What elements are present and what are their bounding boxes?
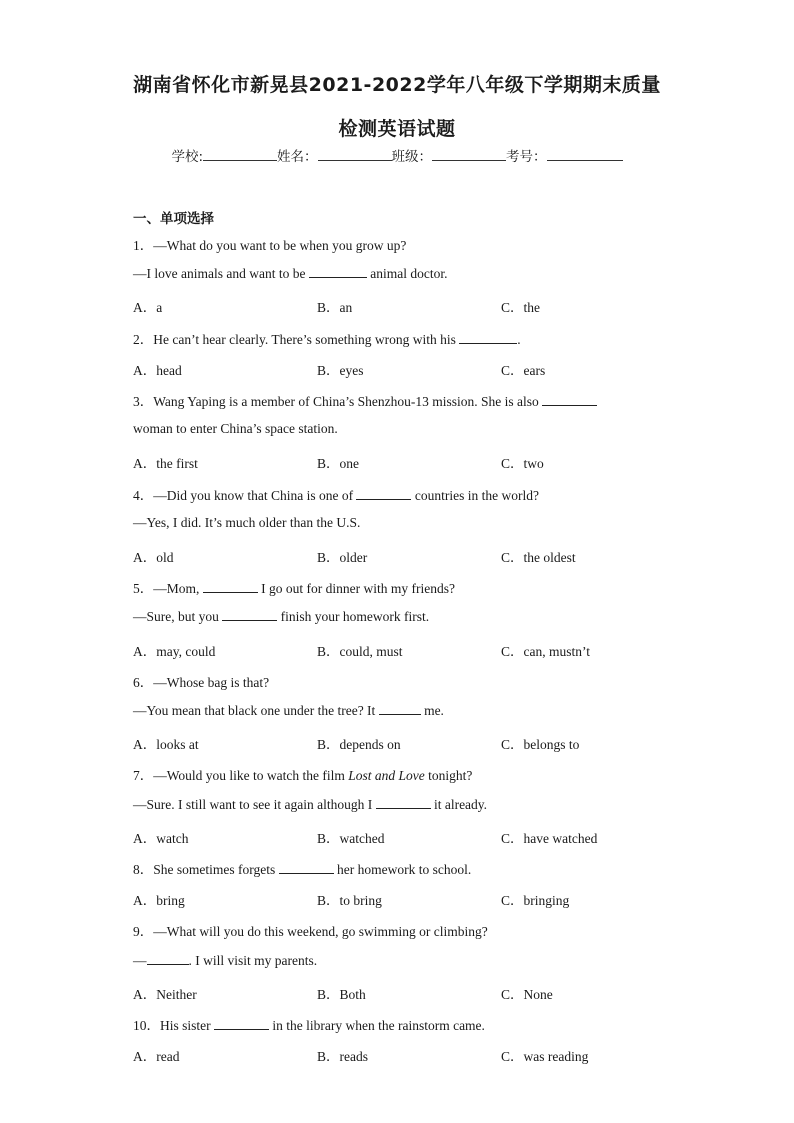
option-b[interactable]: B．watched <box>317 831 385 846</box>
option-a[interactable]: A．old <box>133 550 174 565</box>
question-text: finish your homework first. <box>277 609 430 624</box>
question-5-line-2 <box>133 608 429 625</box>
question-text: it already. <box>430 797 488 812</box>
question-text: woman to enter China’s space station. <box>133 421 338 436</box>
student-info-row <box>0 145 794 165</box>
question-text: —I love animals and want to be <box>133 266 309 281</box>
option-c[interactable]: C．can, mustn’t <box>501 644 590 659</box>
number-blank[interactable] <box>547 146 623 161</box>
question-3-line-1 <box>133 390 597 410</box>
option-a[interactable]: A．the first <box>133 456 198 471</box>
question-6-line-1 <box>133 671 269 691</box>
question-9-line-2 <box>133 952 317 969</box>
question-text: — <box>133 953 147 968</box>
question-text: —Sure, but you <box>133 609 223 624</box>
option-a[interactable]: A．bring <box>133 893 185 908</box>
question-text: countries in the world? <box>411 488 539 503</box>
question-10-line-1 <box>133 1014 485 1034</box>
question-number: 1． <box>133 238 154 253</box>
answer-blank[interactable] <box>222 608 277 621</box>
question-text: —Did you know that China is one of <box>153 488 357 503</box>
question-text: —Yes, I did. It’s much older than the U.S. <box>133 515 361 530</box>
question-text: Wang Yaping is a member of China’s Shenzhou-13 mission. She is also <box>153 394 543 409</box>
question-3-line-2 <box>133 421 338 437</box>
option-b[interactable]: B．depends on <box>317 737 401 752</box>
question-text: her homework to school. <box>333 862 472 877</box>
question-text: animal doctor. <box>366 266 448 281</box>
school-blank[interactable] <box>203 146 277 161</box>
question-text: She sometimes forgets <box>153 862 279 877</box>
option-b[interactable]: B．older <box>317 550 368 565</box>
question-number: 5． <box>133 581 154 596</box>
question-5-line-1 <box>133 577 455 597</box>
question-8-line-1 <box>133 858 471 878</box>
number-label: 考号： <box>506 149 547 165</box>
option-b[interactable]: B．eyes <box>317 363 364 378</box>
question-text: . <box>517 332 521 347</box>
answer-blank[interactable] <box>459 331 517 344</box>
option-a[interactable]: A．Neither <box>133 987 197 1002</box>
section-title: 一、单项选择 <box>133 211 214 227</box>
answer-blank[interactable] <box>309 265 367 278</box>
answer-blank[interactable] <box>542 393 597 406</box>
name-label: 姓名： <box>277 149 318 165</box>
question-number: 3． <box>133 394 154 409</box>
question-number: 10． <box>133 1018 160 1033</box>
exam-title-line1: 湖南省怀化市新晃县2021-2022学年八年级下学期期末质量 <box>133 74 661 96</box>
answer-blank[interactable] <box>356 487 411 500</box>
class-blank[interactable] <box>432 146 506 161</box>
question-text: in the library when the rainstorm came. <box>269 1018 485 1033</box>
question-text: I go out for dinner with my friends? <box>257 581 455 596</box>
question-text: . I will visit my parents. <box>188 953 318 968</box>
question-7-line-2 <box>133 796 487 813</box>
question-number: 4． <box>133 488 154 503</box>
option-b[interactable]: B．to bring <box>317 893 382 908</box>
question-text: —What do you want to be when you grow up? <box>153 238 407 253</box>
answer-blank[interactable] <box>376 796 431 809</box>
name-blank[interactable] <box>318 146 392 161</box>
question-text: —Mom, <box>153 581 203 596</box>
option-c[interactable]: C．belongs to <box>501 737 580 752</box>
answer-blank[interactable] <box>214 1017 269 1030</box>
school-label: 学校: <box>171 149 204 165</box>
answer-blank[interactable] <box>279 861 334 874</box>
question-7-line-1 <box>133 764 472 784</box>
question-text: —You mean that black one under the tree? It <box>133 703 379 718</box>
question-number: 9． <box>133 924 154 939</box>
question-2-line-1 <box>133 328 521 348</box>
answer-blank[interactable] <box>203 580 258 593</box>
option-c[interactable]: C．the oldest <box>501 550 576 565</box>
question-1-line-1 <box>133 234 406 254</box>
option-c[interactable]: C．ears <box>501 363 546 378</box>
option-a[interactable]: A．watch <box>133 831 189 846</box>
option-c[interactable]: C．two <box>501 456 544 471</box>
option-b[interactable]: B．an <box>317 300 353 315</box>
option-b[interactable]: B．could, must <box>317 644 403 659</box>
question-text: —What will you do this weekend, go swimming or climbing? <box>153 924 488 939</box>
question-1-line-2 <box>133 265 447 282</box>
option-c[interactable]: C．bringing <box>501 893 570 908</box>
question-text: tonight? <box>424 768 473 783</box>
option-a[interactable]: A．head <box>133 363 182 378</box>
class-label: 班级： <box>391 149 433 165</box>
question-4-line-2 <box>133 515 360 531</box>
film-title: Lost and Love <box>348 768 425 783</box>
option-c[interactable]: C．the <box>501 300 540 315</box>
question-4-line-1 <box>133 484 539 504</box>
option-c[interactable]: C．was reading <box>501 1049 589 1064</box>
option-a[interactable]: A．read <box>133 1049 180 1064</box>
question-number: 6． <box>133 675 154 690</box>
option-a[interactable]: A．looks at <box>133 737 199 752</box>
option-a[interactable]: A．a <box>133 300 163 315</box>
question-text: —Sure. I still want to see it again although I <box>133 797 376 812</box>
question-text: —Whose bag is that? <box>153 675 270 690</box>
question-text: —Would you like to watch the film <box>153 768 349 783</box>
option-b[interactable]: B．Both <box>317 987 366 1002</box>
option-b[interactable]: B．reads <box>317 1049 368 1064</box>
question-text: His sister <box>160 1018 214 1033</box>
question-number: 8． <box>133 862 154 877</box>
option-c[interactable]: C．None <box>501 987 553 1002</box>
exam-title-line2: 检测英语试题 <box>338 118 456 140</box>
answer-blank[interactable] <box>147 952 189 965</box>
question-text: me. <box>420 703 444 718</box>
question-6-line-2 <box>133 702 444 719</box>
question-number: 2． <box>133 332 154 347</box>
option-a[interactable]: A．may, could <box>133 644 216 659</box>
question-9-line-1 <box>133 920 488 940</box>
option-b[interactable]: B．one <box>317 456 359 471</box>
question-text: He can’t hear clearly. There’s something wrong with his <box>153 332 460 347</box>
answer-blank[interactable] <box>379 702 421 715</box>
option-c[interactable]: C．have watched <box>501 831 598 846</box>
question-number: 7． <box>133 768 154 783</box>
